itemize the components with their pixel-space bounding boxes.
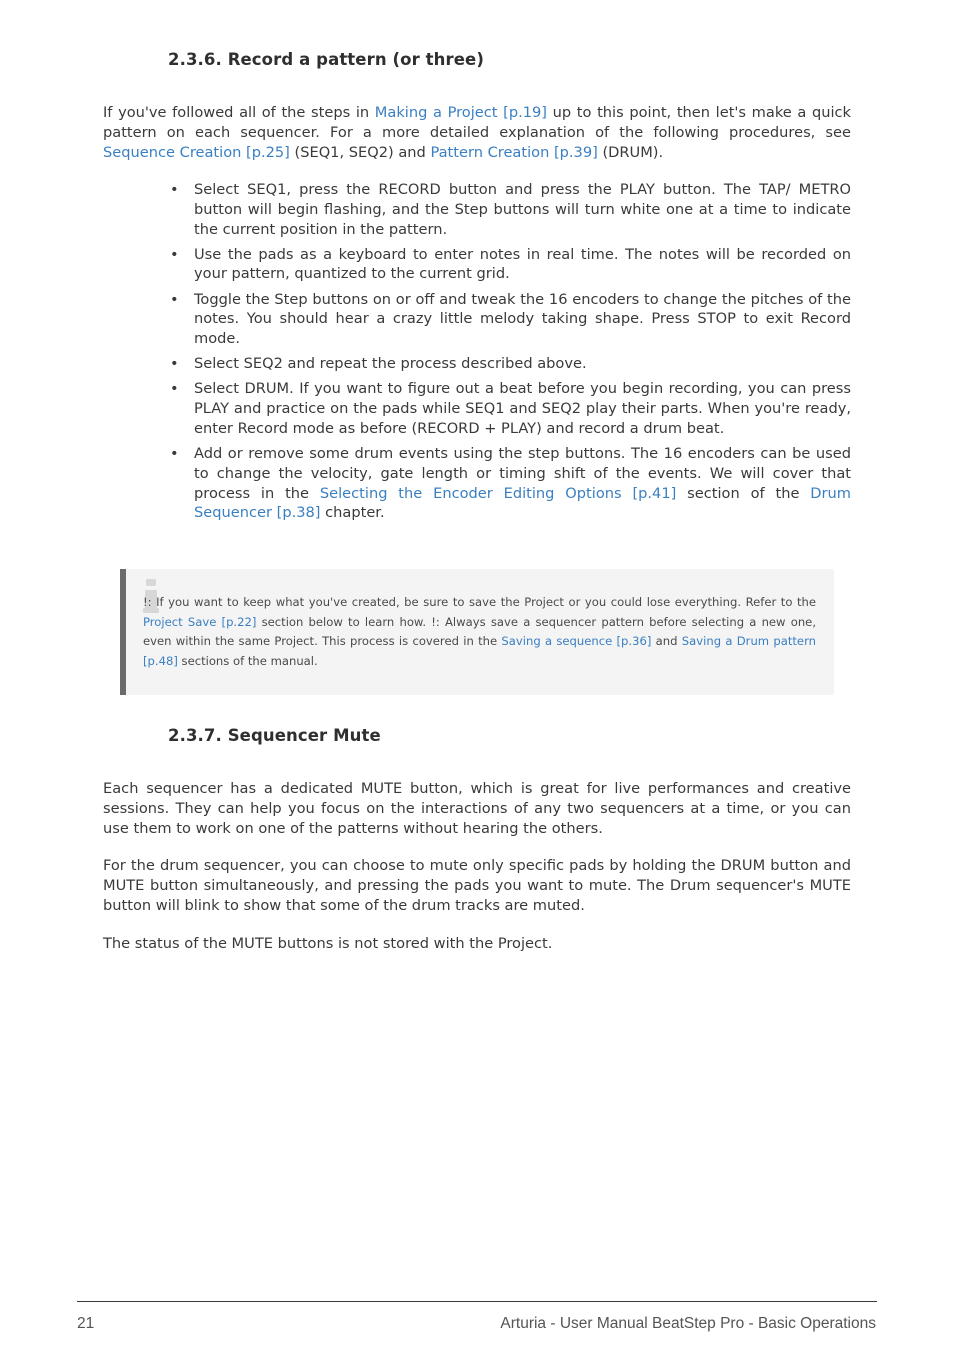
link-drum-sequencer[interactable]: Drum Sequencer [p.38]: [194, 484, 851, 522]
intro-text-4: (DRUM).: [597, 143, 664, 161]
steps-list: [194, 180, 851, 529]
mute-paragraph-3: The status of the MUTE buttons is not stored with the Project.: [103, 935, 553, 952]
list-item: • Select SEQ2 and repeat the process described above.: [194, 354, 851, 374]
footer-title: Arturia - User Manual BeatStep Pro - Basic Operations: [500, 1315, 876, 1332]
section-heading-record-pattern: 2.3.6. Record a pattern (or three): [168, 50, 484, 69]
link-saving-a-drum-pattern[interactable]: Saving a Drum pattern [p.48]: [143, 634, 816, 668]
section-heading-sequencer-mute: 2.3.7. Sequencer Mute: [168, 726, 381, 745]
note-text-3: and: [651, 634, 682, 649]
note-text-1: !: If you want to keep what you've created, be sure to save the Project or you could lose everything. Refer to the: [143, 595, 816, 609]
list-item: • Toggle the Step buttons on or off and tweak the 16 encoders to change the pitches of the notes. You should hear a crazy little melody taking shape. Press STOP to exit Record mode.: [194, 290, 851, 349]
page-number: 21: [77, 1315, 95, 1332]
intro-text-1: If you've followed all of the steps in: [103, 104, 375, 121]
link-project-save[interactable]: Project Save [p.22]: [143, 614, 257, 629]
list-item: • Use the pads as a keyboard to enter notes in real time. The notes will be recorded on your pattern, quantized to the current grid.: [194, 245, 851, 285]
link-making-a-project[interactable]: Making a Project [p.19]: [374, 104, 547, 121]
note-text-2: section below to learn how. !: Always save a sequencer pattern before selecting a new one, even within the same Project. This process is covered in the: [143, 614, 816, 649]
mute-paragraph-1: Each sequencer has a dedicated MUTE button, which is great for live performances and creative sessions. They can help you focus on the interactions of any two sequencers at a time, or you can use them to work on one of the patterns without hearing the others.: [103, 780, 851, 837]
list-item: [194, 444, 851, 523]
list-item: • Select DRUM. If you want to figure out a beat before you begin recording, you can press PLAY and practice on the pads while SEQ1 and SEQ2 play their parts. When you're ready, enter Record mode as before (RECORD + PLAY) and record a drum beat.: [194, 379, 851, 438]
link-saving-a-sequence[interactable]: Saving a sequence [p.36]: [501, 634, 652, 649]
list-item-text-2: section of the: [676, 484, 811, 502]
mute-paragraph-2: For the drum sequencer, you can choose to mute only specific pads by holding the DRUM button and MUTE button simultaneously, and pressing the pads you want to mute. The Drum sequencer's MUTE button will blink to show that some of the drum tracks are muted.: [103, 857, 851, 914]
list-item-text-3: chapter.: [320, 504, 385, 522]
intro-text-2: up to this point, then let's make a quick pattern on each sequencer. For a more detailed explanation of the following procedures, see: [103, 104, 851, 141]
link-selecting-encoder-editing-options[interactable]: Selecting the Encoder Editing Options [p.41]: [319, 484, 677, 502]
intro-text-3: (SEQ1, SEQ2) and: [289, 143, 431, 161]
link-sequence-creation[interactable]: Sequence Creation [p.25]: [103, 143, 290, 161]
footer-divider: [77, 1301, 877, 1302]
note-text: [143, 593, 816, 671]
link-pattern-creation[interactable]: Pattern Creation [p.39]: [430, 143, 598, 161]
list-item: • Select SEQ1, press the RECORD button and press the PLAY button. The TAP/ METRO button will begin flashing, and the Step buttons will turn white one at a time to indicate the current position in the pattern.: [194, 180, 851, 239]
list-item-text-1: Add or remove some drum events using the step buttons. The 16 encoders can be used to change the velocity, gate length or timing shift of the events. We will cover that process in the: [194, 445, 851, 502]
note-text-4: sections of the manual.: [177, 653, 318, 668]
intro-paragraph: [103, 103, 851, 162]
